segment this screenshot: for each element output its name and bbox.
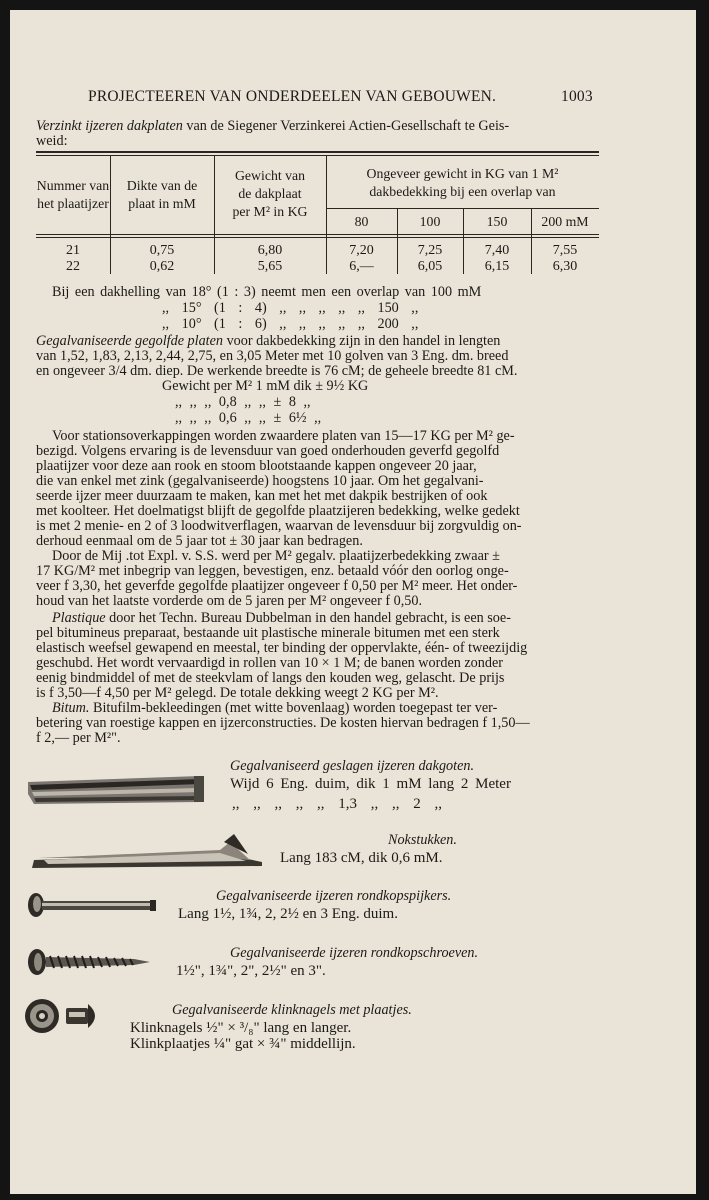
stations-line-6: met koolteer. Het doelmatigst blijft de gegolfde plaatzijeren bedekking, welke gedekt xyxy=(36,503,520,519)
gutter-spec-1: Wijd 6 Eng. duim, dik 1 mM lang 2 Meter xyxy=(230,776,511,792)
stations-line-4: die van enkel met zink (gegalvaniseerde) hoogstens 10 jaar. Om het gegalvani- xyxy=(36,473,484,489)
page-number: 1003 xyxy=(561,88,593,105)
document-page xyxy=(10,10,696,1194)
slope-line-3: ,, 10° (1 : 6) ,, ,, ,, ,, ,, 200 ,, xyxy=(162,316,419,332)
cell-v80: 6,— xyxy=(349,259,374,274)
cell-v150: 6,15 xyxy=(484,259,510,274)
th-dikte-l2: plaat in mM xyxy=(128,196,196,211)
stations-line-5: seerde ijzer meer duurzaam te maken, kan met het met dakpik bestrijken of ook xyxy=(36,488,488,504)
cell-nr: 22 xyxy=(66,259,80,274)
cell-v150: 7,40 xyxy=(484,243,510,258)
gegolfd-italic: Gegalvaniseerde gegolfde platen xyxy=(36,333,224,349)
th-gewicht-l3: per M² in KG xyxy=(232,204,308,219)
table-header-rule xyxy=(36,234,599,235)
th-dikte xyxy=(110,177,214,213)
th-overlap-150: 150 xyxy=(486,214,508,229)
cell-nr: 21 xyxy=(66,243,80,258)
cell-gewicht: 6,80 xyxy=(257,243,283,258)
gegolfd-line-2: van 1,52, 1,83, 2,13, 2,44, 2,75, en 3,05 Meter met 10 golven van 3 Eng. dm. breed xyxy=(36,348,509,364)
cell-gewicht: 5,65 xyxy=(257,259,283,274)
plastique-italic: Plastique xyxy=(52,610,106,626)
th-nummer xyxy=(36,177,110,213)
stations-line-8: derhoud eenmaal om de 5 jaar tot ± 30 jaar kan bedragen. xyxy=(36,533,363,549)
schroeven-title: Gegalvaniseerde ijzeren rondkopschroeven. xyxy=(230,945,479,961)
th-gewicht xyxy=(214,167,326,221)
th-ongeveer xyxy=(326,165,599,201)
th-overlap-80: 80 xyxy=(354,214,369,229)
cell-dikte: 0,75 xyxy=(149,243,175,258)
th-gewicht-l2: de dakplaat xyxy=(238,186,302,201)
gegolfd-line-3: en ongeveer 3/4 dm. diep. De werkende breedte is 76 cM; de geheele breedte 81 cM. xyxy=(36,363,518,379)
intro-line-2: weid: xyxy=(36,133,68,149)
plastique-line-4: geschubd. Het wordt vervaardigd in rollen van 10 × 1 M; de banen worden zonder xyxy=(36,655,503,671)
weight-line-3: ,, ,, ,, 0,6 ,, ,, ± 6½ ,, xyxy=(175,410,322,426)
plastique-line-2: pel bitumineus preparaat, bestaande uit plastische minerale bitumen met een sterk xyxy=(36,625,500,641)
weight-line-2: ,, ,, ,, 0,8 ,, ,, ± 8 ,, xyxy=(175,394,311,410)
table-top-rule-2 xyxy=(36,155,599,156)
screw-icon xyxy=(26,946,152,978)
mij-line-4: houd van het laatste vorderde om de 5 jaren per M² ongeveer f 0,50. xyxy=(36,593,422,609)
mij-line-1: Door de Mij .tot Expl. v. S.S. werd per M² gegalv. plaatijzerbedekking zwaar ± xyxy=(52,548,500,564)
ridge-piece-icon xyxy=(24,830,266,870)
klink-spec-1: Klinknagels ½" × ³/₈" lang en langer. xyxy=(130,1020,352,1036)
nok-spec: Lang 183 cM, dik 0,6 mM. xyxy=(280,850,443,866)
bitum-line-2: betering van roestige kappen en ijzerconstructies. De kosten hiervan bedragen f 1,50— xyxy=(36,715,530,731)
intro-line-1 xyxy=(36,119,509,134)
stations-line-3: plaatijzer voor deze aan rook en stoom blootstaande kappen ongeveer 20 jaar, xyxy=(36,458,477,474)
nok-title: Nokstukken. xyxy=(388,832,457,848)
gegolfd-rest: voor dakbedekking zijn in den handel in lengten xyxy=(226,333,501,349)
intro-italic: Verzinkt ijzeren dakplaten xyxy=(36,118,183,134)
rivet-washer-icon xyxy=(24,996,104,1036)
klink-spec-2: Klinkplaatjes ¼" gat × ¾" middellijn. xyxy=(130,1036,356,1052)
spijkers-title: Gegalvaniseerde ijzeren rondkopspijkers. xyxy=(216,888,452,904)
intro-rest: van de Siegener Verzinkerei Actien-Gesellschaft te Geis- xyxy=(186,118,510,134)
cell-v100: 6,05 xyxy=(417,259,443,274)
th-dikte-l1: Dikte van de xyxy=(126,178,198,193)
th-nummer-l1: Nummer van xyxy=(36,178,110,193)
cell-dikte: 0,62 xyxy=(149,259,175,274)
running-header: PROJECTEEREN VAN ONDERDEELEN VAN GEBOUWEN. xyxy=(88,88,497,105)
table-header-rule-2 xyxy=(36,237,599,238)
bitum-line-3: f 2,— per M²". xyxy=(36,730,121,746)
schroeven-spec: 1½", 1¾", 2", 2½" en 3". xyxy=(176,963,326,979)
spijkers-spec: Lang 1½, 1¾, 2, 2½ en 3 Eng. duim. xyxy=(178,906,398,922)
plastique-line-6: is f 3,50—f 4,50 per M² gelegd. De totale dekking weegt 2 KG per M². xyxy=(36,685,439,701)
gutter-spec-2: ,, ,, ,, ,, ,, 1,3 ,, ,, 2 ,, xyxy=(232,796,442,812)
cell-v80: 7,20 xyxy=(349,243,374,258)
gutter-title: Gegalvaniseerd geslagen ijzeren dakgoten. xyxy=(230,758,475,774)
stations-line-1: Voor stationsoverkappingen worden zwaardere platen van 15—17 KG per M² ge- xyxy=(52,428,515,444)
plastique-line-5: eenig bindmiddel of met de steekvlam of langs den kouden weg, gelascht. De prijs xyxy=(36,670,505,686)
th-overlap-200: 200 mM xyxy=(541,214,589,229)
cell-v200: 6,30 xyxy=(552,259,578,274)
mij-line-3: veer f 3,30, het geverfde gegolfde plaatijzer ongeveer f 0,50 per M² meer. Het onder- xyxy=(36,578,518,594)
bitum-rest: Bitufilm-bekleedingen (met witte bovenlaag) worden toegepast ter ver- xyxy=(92,700,498,716)
slope-line-1: Bij een dakhelling van 18° (1 : 3) neemt men een overlap van 100 mM xyxy=(52,284,482,300)
bitum-italic: Bitum. xyxy=(52,700,90,716)
gutter-icon xyxy=(24,768,210,810)
nail-icon xyxy=(26,890,160,920)
th-overlap-100: 100 xyxy=(419,214,441,229)
table-top-rule xyxy=(36,151,599,153)
plastique-line-3: elastisch weefsel gewapend en meestal, ter binding der oppervlakte, één- of tweezijdig xyxy=(36,640,528,656)
slope-line-2: ,, 15° (1 : 4) ,, ,, ,, ,, ,, 150 ,, xyxy=(162,300,419,316)
cell-v200: 7,55 xyxy=(552,243,578,258)
mij-line-2: 17 KG/M² met inbegrip van leggen, bevestigen, enz. betaald vóór den oorlog onge- xyxy=(36,563,509,579)
stations-line-7: is met 2 menie- en 2 of 3 loodwitverflagen, waarvan de levensduur bij zorgvuldig on- xyxy=(36,518,522,534)
th-nummer-l2: het plaatijzer xyxy=(37,196,109,211)
th-ongeveer-l1: Ongeveer gewicht in KG van 1 M² xyxy=(366,166,559,181)
klink-title: Gegalvaniseerde klinknagels met plaatjes. xyxy=(172,1002,412,1018)
plastique-rest: door het Techn. Bureau Dubbelman in den handel gebracht, is een soe- xyxy=(109,610,511,626)
cell-v100: 7,25 xyxy=(417,243,443,258)
stations-line-2: bezigd. Volgens ervaring is de levensduur van goed onderhouden geverfd gegolfd xyxy=(36,443,500,459)
th-gewicht-l1: Gewicht van xyxy=(234,168,306,183)
th-ongeveer-l2: dakbedekking bij een overlap van xyxy=(369,184,556,199)
weight-line-1: Gewicht per M² 1 mM dik ± 9½ KG xyxy=(162,378,369,394)
